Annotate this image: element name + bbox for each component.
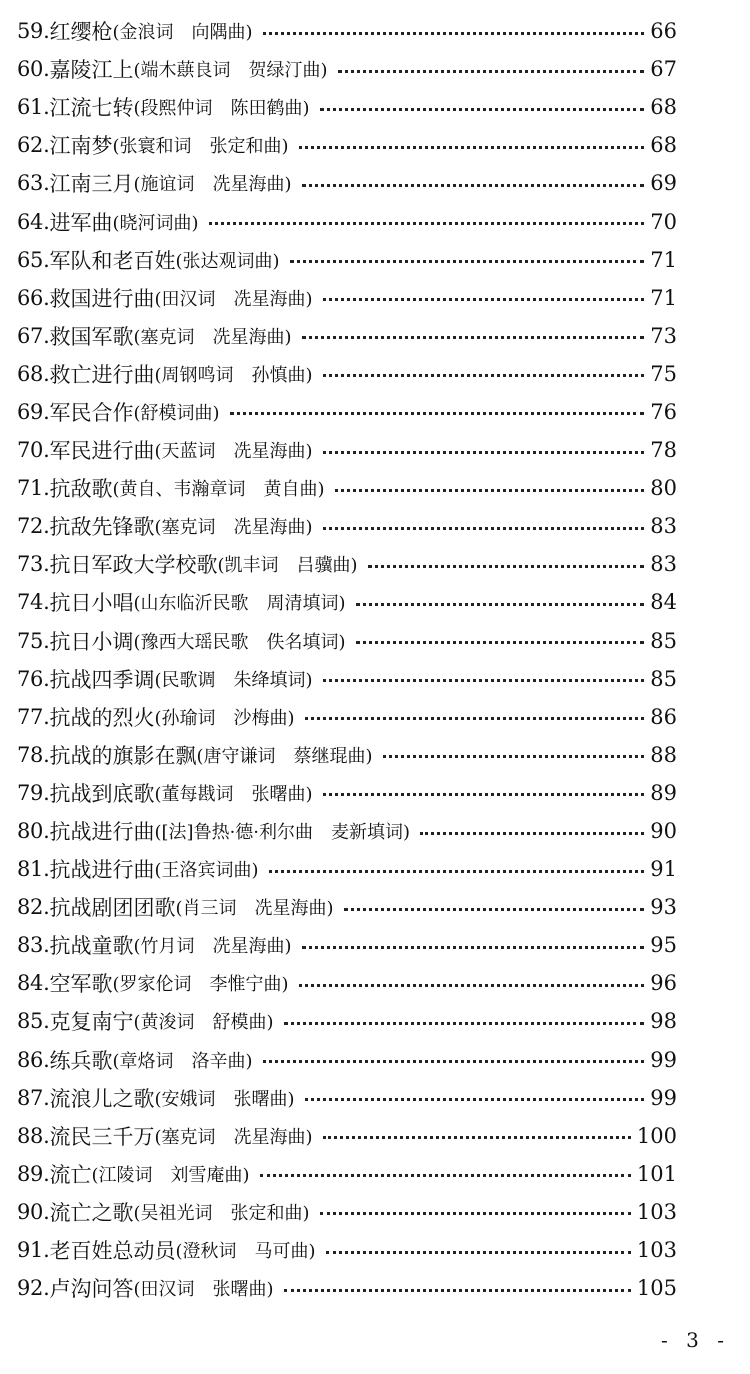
dot-leader <box>323 451 645 454</box>
toc-entry[interactable] <box>17 964 677 1002</box>
entry-number: 92. <box>17 1276 50 1301</box>
entry-credit: (晓河词曲) <box>112 212 199 234</box>
toc-entry[interactable] <box>17 1193 677 1231</box>
entry-credit: (章烙词 洛辛曲) <box>112 1050 253 1072</box>
entry-number: 69. <box>17 399 50 424</box>
entry-title: 抗敌歌 <box>49 477 113 502</box>
entry-number: 80. <box>17 819 50 844</box>
dot-leader <box>323 298 645 301</box>
entry-title: 克复南宁 <box>49 1010 134 1035</box>
dot-leader <box>323 793 645 796</box>
entry-number: 82. <box>17 895 50 920</box>
entry-number: 79. <box>17 780 50 805</box>
entry-page-number: 89 <box>650 780 677 805</box>
entry-credit: (山东临沂民歌 周清填词) <box>133 593 346 615</box>
entry-title: 嘉陵江上 <box>49 58 134 83</box>
entry-number: 87. <box>17 1085 50 1110</box>
entry-page-number: 80 <box>650 476 677 501</box>
entry-credit: (澄秋词 马可曲) <box>175 1241 316 1263</box>
entry-credit: (端木蕻良词 贺绿汀曲) <box>133 60 328 82</box>
dot-leader <box>263 32 645 35</box>
entry-page-number: 90 <box>650 819 677 844</box>
entry-number: 67. <box>17 323 50 348</box>
entry-number: 72. <box>17 514 50 539</box>
dot-leader <box>323 527 645 530</box>
entry-page-number: 85 <box>650 666 677 691</box>
entry-credit: (施谊词 冼星海曲) <box>133 174 292 196</box>
entry-title: 抗日小唱 <box>49 591 134 616</box>
entry-number: 70. <box>17 438 50 463</box>
entry-title: 流亡之歌 <box>49 1200 134 1225</box>
entry-credit: (竹月词 冼星海曲) <box>133 936 292 958</box>
entry-title: 抗日小调 <box>49 629 134 654</box>
entry-title: 抗战的烈火 <box>49 705 155 730</box>
dot-leader <box>230 412 645 415</box>
page-number-footer: - 3 - <box>661 1328 730 1352</box>
entry-page-number: 76 <box>650 399 677 424</box>
entry-credit: (田汉词 冼星海曲) <box>154 288 313 310</box>
entry-title: 流民三千万 <box>49 1124 155 1149</box>
entry-title: 卢沟问答 <box>49 1277 134 1302</box>
entry-number: 59. <box>17 19 50 44</box>
dot-leader <box>420 832 644 835</box>
toc-entry[interactable] <box>17 507 677 545</box>
entry-number: 78. <box>17 742 50 767</box>
entry-page-number: 99 <box>650 1085 677 1110</box>
entry-credit: (安娥词 张曙曲) <box>154 1088 295 1110</box>
dot-leader <box>326 1251 631 1254</box>
toc-entry[interactable] <box>17 1155 677 1193</box>
entry-page-number: 103 <box>636 1238 677 1263</box>
entry-number: 77. <box>17 704 50 729</box>
toc-entry[interactable] <box>17 1117 677 1155</box>
entry-title: 抗战进行曲 <box>49 820 155 845</box>
dot-leader <box>302 336 645 339</box>
entry-title: 流浪儿之歌 <box>49 1086 155 1111</box>
dot-leader <box>209 222 645 225</box>
toc-entry[interactable] <box>17 317 677 355</box>
entry-credit: (塞克词 冼星海曲) <box>154 1126 313 1148</box>
entry-title: 流亡 <box>49 1162 92 1187</box>
dot-leader <box>302 184 645 187</box>
entry-title: 老百姓总动员 <box>49 1239 176 1264</box>
toc-entry[interactable] <box>17 660 677 698</box>
toc-entry[interactable] <box>17 202 677 240</box>
entry-title: 抗战四季调 <box>49 667 155 692</box>
entry-number: 76. <box>17 666 50 691</box>
dot-leader <box>344 908 645 911</box>
entry-page-number: 83 <box>650 514 677 539</box>
toc-entry[interactable] <box>17 1079 677 1117</box>
dot-leader <box>260 1174 631 1177</box>
dot-leader <box>305 717 645 720</box>
toc-entry[interactable] <box>17 469 677 507</box>
entry-page-number: 85 <box>650 628 677 653</box>
entry-number: 88. <box>17 1123 50 1148</box>
entry-page-number: 66 <box>650 19 677 44</box>
entry-credit: (田汉词 张曙曲) <box>133 1279 274 1301</box>
entry-title: 抗战进行曲 <box>49 858 155 883</box>
entry-page-number: 98 <box>650 1009 677 1034</box>
entry-title: 江南梦 <box>49 134 113 159</box>
entry-page-number: 91 <box>650 857 677 882</box>
entry-page-number: 86 <box>650 704 677 729</box>
toc-entry[interactable] <box>17 545 677 583</box>
dot-leader <box>299 984 645 987</box>
dot-leader <box>305 1098 645 1101</box>
entry-title: 救国军歌 <box>49 324 134 349</box>
entry-page-number: 73 <box>650 323 677 348</box>
entry-title: 抗战剧团团歌 <box>49 896 176 921</box>
entry-page-number: 100 <box>636 1123 677 1148</box>
dot-leader <box>290 260 645 263</box>
entry-page-number: 105 <box>636 1276 677 1301</box>
entry-credit: (民歌调 朱绛填词) <box>154 669 313 691</box>
dot-leader <box>383 755 645 758</box>
dot-leader <box>323 679 645 682</box>
toc-entry[interactable] <box>17 1269 677 1307</box>
toc-entry[interactable] <box>17 812 677 850</box>
table-of-contents <box>17 12 677 1307</box>
entry-credit: (肖三词 冼星海曲) <box>175 898 334 920</box>
entry-page-number: 96 <box>650 971 677 996</box>
entry-credit: (塞克词 冼星海曲) <box>133 326 292 348</box>
entry-title: 军队和老百姓 <box>49 248 176 273</box>
toc-entry[interactable] <box>17 355 677 393</box>
entry-credit: (唐守谦词 蔡继琨曲) <box>196 745 373 767</box>
toc-entry[interactable] <box>17 583 677 621</box>
entry-credit: (王洛宾词曲) <box>154 860 259 882</box>
entry-number: 84. <box>17 971 50 996</box>
dot-leader <box>302 946 645 949</box>
entry-credit: (孙瑜词 沙梅曲) <box>154 707 295 729</box>
entry-title: 抗敌先锋歌 <box>49 515 155 540</box>
entry-title: 抗战童歌 <box>49 934 134 959</box>
entry-credit: (黄浚词 舒模曲) <box>133 1012 274 1034</box>
entry-title: 江流七转 <box>49 96 134 121</box>
entry-page-number: 78 <box>650 438 677 463</box>
entry-number: 64. <box>17 209 50 234</box>
entry-number: 71. <box>17 476 50 501</box>
entry-page-number: 99 <box>650 1047 677 1072</box>
toc-entry[interactable] <box>17 431 677 469</box>
entry-credit: (豫西大瑶民歌 佚名填词) <box>133 631 346 653</box>
entry-page-number: 75 <box>650 361 677 386</box>
toc-entry[interactable] <box>17 774 677 812</box>
toc-entry[interactable] <box>17 1002 677 1040</box>
dot-leader <box>320 1212 631 1215</box>
entry-title: 江南三月 <box>49 172 134 197</box>
toc-entry[interactable] <box>17 888 677 926</box>
entry-page-number: 95 <box>650 933 677 958</box>
toc-entry[interactable] <box>17 393 677 431</box>
entry-number: 83. <box>17 933 50 958</box>
entry-page-number: 68 <box>650 133 677 158</box>
entry-page-number: 71 <box>650 247 677 272</box>
entry-credit: (舒模词曲) <box>133 402 220 424</box>
entry-credit: (江陵词 刘雪庵曲) <box>91 1164 250 1186</box>
toc-entry[interactable] <box>17 279 677 317</box>
entry-page-number: 68 <box>650 95 677 120</box>
dot-leader <box>323 374 645 377</box>
toc-entry[interactable] <box>17 622 677 660</box>
entry-credit: (天蓝词 冼星海曲) <box>154 441 313 463</box>
entry-page-number: 93 <box>650 895 677 920</box>
toc-entry[interactable] <box>17 1041 677 1079</box>
entry-credit: (金浪词 向隅曲) <box>112 22 253 44</box>
entry-credit: (吴祖光词 张定和曲) <box>133 1202 310 1224</box>
dot-leader <box>284 1022 645 1025</box>
dot-leader <box>335 489 645 492</box>
entry-page-number: 70 <box>650 209 677 234</box>
toc-entry[interactable] <box>17 1231 677 1269</box>
entry-title: 抗日军政大学校歌 <box>49 553 218 578</box>
entry-credit: (黄自、韦瀚章词 黄自曲) <box>112 479 325 501</box>
toc-entry[interactable] <box>17 241 677 279</box>
entry-number: 74. <box>17 590 50 615</box>
dot-leader <box>356 603 645 606</box>
entry-number: 61. <box>17 95 50 120</box>
entry-number: 75. <box>17 628 50 653</box>
entry-page-number: 103 <box>636 1199 677 1224</box>
toc-entry[interactable] <box>17 926 677 964</box>
entry-credit: (周钢鸣词 孙慎曲) <box>154 364 313 386</box>
dot-leader <box>263 1060 645 1063</box>
entry-title: 空军歌 <box>49 972 113 997</box>
entry-credit: (罗家伦词 李惟宁曲) <box>112 974 289 996</box>
entry-number: 89. <box>17 1161 50 1186</box>
entry-number: 63. <box>17 171 50 196</box>
dot-leader <box>269 870 645 873</box>
toc-entry[interactable] <box>17 50 677 88</box>
dot-leader <box>299 146 645 149</box>
entry-page-number: 84 <box>650 590 677 615</box>
entry-page-number: 88 <box>650 742 677 767</box>
entry-title: 抗战的旗影在飘 <box>49 743 197 768</box>
toc-entry[interactable] <box>17 12 677 50</box>
entry-number: 66. <box>17 285 50 310</box>
entry-title: 救国进行曲 <box>49 286 155 311</box>
entry-title: 进军曲 <box>49 210 113 235</box>
entry-title: 军民进行曲 <box>49 439 155 464</box>
entry-number: 90. <box>17 1199 50 1224</box>
entry-credit: (塞克词 冼星海曲) <box>154 517 313 539</box>
dot-leader <box>368 565 645 568</box>
toc-entry[interactable] <box>17 850 677 888</box>
entry-credit: (段熙仲词 陈田鹤曲) <box>133 98 310 120</box>
entry-page-number: 67 <box>650 57 677 82</box>
entry-number: 81. <box>17 857 50 882</box>
entry-number: 68. <box>17 361 50 386</box>
entry-page-number: 71 <box>650 285 677 310</box>
toc-entry[interactable] <box>17 126 677 164</box>
entry-title: 军民合作 <box>49 400 134 425</box>
entry-title: 救亡进行曲 <box>49 362 155 387</box>
entry-page-number: 101 <box>636 1161 677 1186</box>
toc-entry[interactable] <box>17 88 677 126</box>
entry-title: 红缨枪 <box>49 20 113 45</box>
entry-credit: ([法]鲁热·德·利尔曲 麦新填词) <box>154 822 411 844</box>
dot-leader <box>320 108 645 111</box>
entry-number: 91. <box>17 1238 50 1263</box>
entry-title: 抗战到底歌 <box>49 781 155 806</box>
toc-entry[interactable] <box>17 736 677 774</box>
toc-entry[interactable] <box>17 164 677 202</box>
entry-title: 练兵歌 <box>49 1048 113 1073</box>
dot-leader <box>323 1136 631 1139</box>
entry-credit: (凯丰词 吕骥曲) <box>217 555 358 577</box>
dot-leader <box>284 1289 631 1292</box>
entry-page-number: 83 <box>650 552 677 577</box>
entry-number: 65. <box>17 247 50 272</box>
entry-page-number: 69 <box>650 171 677 196</box>
entry-credit: (董每戡词 张曙曲) <box>154 783 313 805</box>
entry-number: 62. <box>17 133 50 158</box>
dot-leader <box>338 70 645 73</box>
entry-credit: (张达观词曲) <box>175 250 280 272</box>
entry-number: 85. <box>17 1009 50 1034</box>
entry-number: 73. <box>17 552 50 577</box>
entry-number: 86. <box>17 1047 50 1072</box>
entry-number: 60. <box>17 57 50 82</box>
toc-entry[interactable] <box>17 698 677 736</box>
dot-leader <box>356 641 645 644</box>
entry-credit: (张寰和词 张定和曲) <box>112 136 289 158</box>
